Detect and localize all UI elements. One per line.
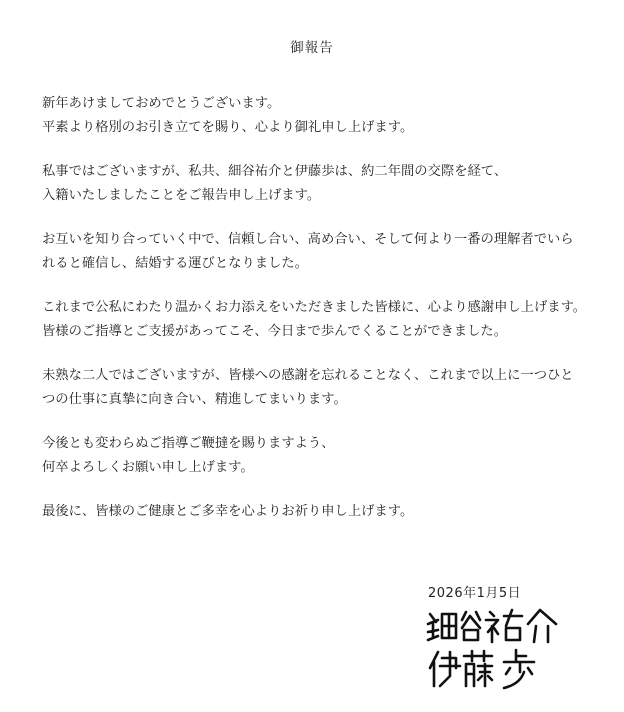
paragraph-new-year-greeting [42,92,602,140]
text-line: お互いを知り合っていく中で、信頼し合い、高め合い、そして何より一番の理解者でいら [42,232,574,247]
text-line: 私事ではございますが、私共、細谷祐介と伊藤歩は、約二年間の交際を経て、 [42,164,508,179]
text-line: 最後に、皆様のご健康とご多幸を心よりお祈り申し上げます。 [42,504,414,519]
paragraph-closing [42,500,602,524]
paragraph-request [42,432,602,480]
text-line: つの仕事に真摯に向き合い、精進してまいります。 [42,392,347,407]
paragraph-commitment [42,364,602,412]
paragraph-gratitude [42,296,602,344]
document-date: 2026年1月5日 [428,586,522,601]
text-line: 何卒よろしくお願い申し上げます。 [42,460,254,475]
text-line: 皆様のご指導とご支援があってこそ、今日まで歩んでくることができました。 [42,324,507,339]
text-line: 新年あけましておめでとうございます。 [42,96,281,111]
text-line: 今後とも変わらぬご指導ご鞭撻を賜りますよう、 [42,436,335,451]
paragraph-marriage-report [42,160,602,208]
document-body [42,92,602,544]
document-title: 御報告 [290,40,334,56]
text-line: これまで公私にわたり温かくお力添えをいただきました皆様に、心より感謝申し上げます。 [42,300,587,315]
paragraph-relationship [42,228,602,276]
handwritten-signature [424,606,564,690]
text-line: 入籍いたしましたことをご報告申し上げます。 [42,188,321,203]
text-line: れると確信し、結婚する運びとなりました。 [42,256,308,271]
text-line: 平素より格別のお引き立てを賜り、心より御礼申し上げます。 [42,120,414,135]
text-line: 未熟な二人ではございますが、皆様への感謝を忘れることなく、これまで以上に一つひと [42,368,574,383]
